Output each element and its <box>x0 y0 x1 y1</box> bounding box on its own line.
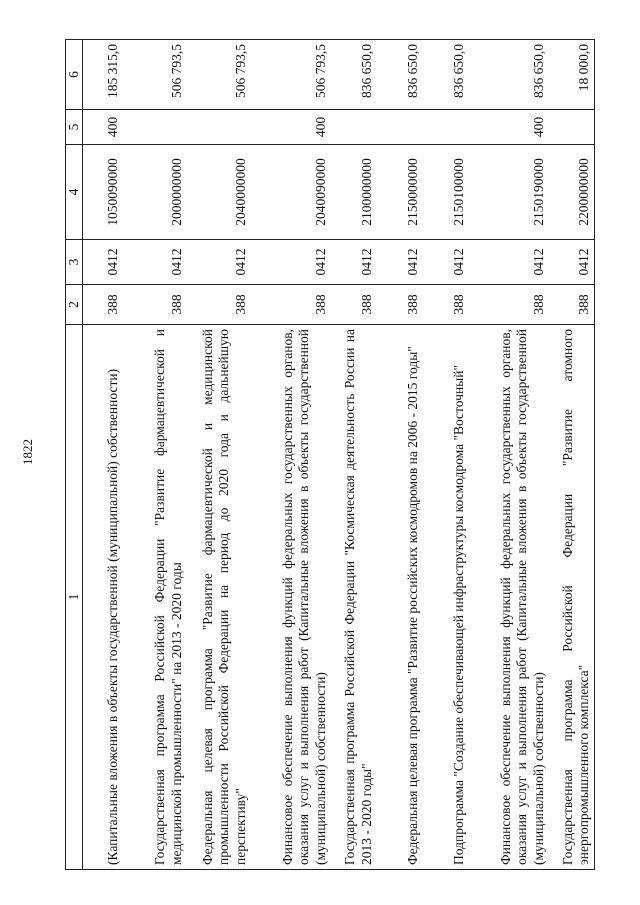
row-target-code: 2150100000 <box>423 145 469 240</box>
table-row <box>423 40 469 870</box>
row-section-code: 0412 <box>251 240 331 285</box>
row-target-code: 2200000000 <box>549 145 595 240</box>
column-header: 5 <box>66 110 83 145</box>
row-section-code: 0412 <box>187 240 251 285</box>
row-ministry-code: 388 <box>469 285 549 325</box>
column-header: 4 <box>66 145 83 240</box>
row-target-code: 2150190000 <box>469 145 549 240</box>
row-amount: 836 650,0 <box>331 40 377 110</box>
row-expense-type <box>187 110 251 145</box>
table-row <box>83 40 123 870</box>
row-section-code: 0412 <box>469 240 549 285</box>
budget-table <box>65 39 595 870</box>
row-name: Государственная программа Российской Федерации "Развитие фармацевтической и медицинской промышленности" на 2013 - 2020 годы <box>123 325 187 870</box>
row-name: Государственная программа Российской Федерации "Развитие атомного энергопромышленного комплекса" <box>549 325 595 870</box>
row-name: Федеральная целевая программа "Развитие российских космодромов на 2006 - 2015 годы" <box>377 325 423 870</box>
row-amount: 836 650,0 <box>423 40 469 110</box>
row-section-code: 0412 <box>423 240 469 285</box>
column-header: 6 <box>66 40 83 110</box>
row-ministry-code: 388 <box>331 285 377 325</box>
row-amount: 506 793,5 <box>251 40 331 110</box>
row-amount: 18 000,0 <box>549 40 595 110</box>
row-target-code: 2040000000 <box>187 145 251 240</box>
row-name: Государственная программа Российской Федерации "Космическая деятельность России на 2013 - 2020 годы" <box>331 325 377 870</box>
table-row <box>187 40 251 870</box>
row-expense-type <box>377 110 423 145</box>
budget-sheet <box>65 40 591 870</box>
row-expense-type: 400 <box>469 110 549 145</box>
column-header: 1 <box>66 325 83 870</box>
row-name: (Капитальные вложения в объекты государственной (муниципальной) собственности) <box>83 325 123 870</box>
row-ministry-code: 388 <box>251 285 331 325</box>
row-name: Финансовое обеспечение выполнения функций федеральных государственных органов, оказания услуг и выполнения работ (Капитальные вложения в объекты государственной (муниципальной) собственности) <box>469 325 549 870</box>
row-ministry-code: 388 <box>423 285 469 325</box>
row-section-code: 0412 <box>549 240 595 285</box>
table-row <box>251 40 331 870</box>
row-amount: 506 793,5 <box>187 40 251 110</box>
row-expense-type: 400 <box>83 110 123 145</box>
header-row <box>66 40 83 870</box>
row-section-code: 0412 <box>83 240 123 285</box>
row-name: Федеральная целевая программа "Развитие фармацевтической и медицинской промышленности Российской Федерации на период до 2020 года и дальнейшую перспективу" <box>187 325 251 870</box>
column-header: 3 <box>66 240 83 285</box>
row-ministry-code: 388 <box>187 285 251 325</box>
row-amount: 185 315,0 <box>83 40 123 110</box>
row-target-code: 2100000000 <box>331 145 377 240</box>
row-expense-type: 400 <box>251 110 331 145</box>
page-number: 1822 <box>20 439 35 465</box>
row-amount: 506 793,5 <box>123 40 187 110</box>
row-expense-type <box>549 110 595 145</box>
row-ministry-code: 388 <box>123 285 187 325</box>
table-row <box>549 40 595 870</box>
row-section-code: 0412 <box>123 240 187 285</box>
table-row <box>331 40 377 870</box>
row-section-code: 0412 <box>331 240 377 285</box>
row-expense-type <box>423 110 469 145</box>
row-target-code: 2000000000 <box>123 145 187 240</box>
column-header: 2 <box>66 285 83 325</box>
row-ministry-code: 388 <box>549 285 595 325</box>
row-expense-type <box>123 110 187 145</box>
row-amount: 836 650,0 <box>469 40 549 110</box>
table-row <box>123 40 187 870</box>
row-section-code: 0412 <box>377 240 423 285</box>
row-name: Подпрограмма "Создание обеспечивающей инфраструктуры космодрома "Восточный" <box>423 325 469 870</box>
row-target-code: 2150000000 <box>377 145 423 240</box>
row-target-code: 2040090000 <box>251 145 331 240</box>
row-amount: 836 650,0 <box>377 40 423 110</box>
table-row <box>377 40 423 870</box>
row-ministry-code: 388 <box>83 285 123 325</box>
table-row <box>469 40 549 870</box>
row-expense-type <box>331 110 377 145</box>
row-target-code: 1050090000 <box>83 145 123 240</box>
row-name: Финансовое обеспечение выполнения функций федеральных государственных органов, оказания услуг и выполнения работ (Капитальные вложения в объекты государственной (муниципальной) собственности) <box>251 325 331 870</box>
row-ministry-code: 388 <box>377 285 423 325</box>
